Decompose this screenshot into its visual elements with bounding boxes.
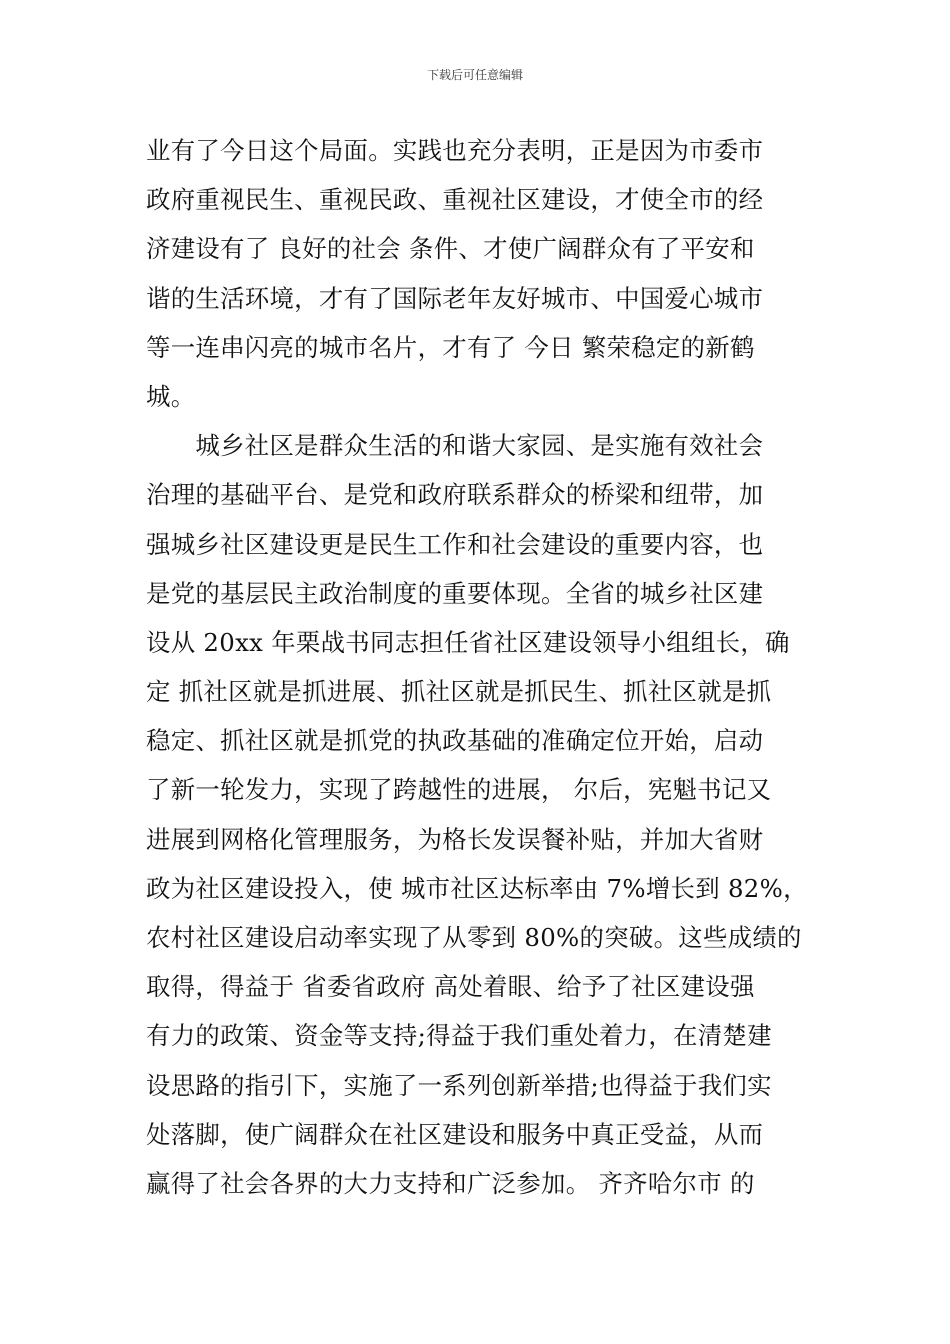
text-line: 业有了今日这个局面。实践也充分表明，正是因为市委市 [146,136,764,165]
text-line: 取得，得益于 省委省政府 高处着眼、给予了社区建设强 [146,972,755,1002]
text-line: 农村社区建设启动率实现了从零到 80%的突破。这些成绩的 [146,923,802,952]
text-line: 赢得了社会各界的大力支持和广泛参加。 齐齐哈尔市 的 [146,1168,755,1198]
text-line: 稳定、抓社区就是抓党的执政基础的准确定位开始，启动 [146,726,764,756]
text-line: 设思路的指引下，实施了一系列创新举措;也得益于我们实 [146,1070,772,1100]
text-line: 强城乡社区建设更是民生工作和社会建设的重要内容，也 [146,529,764,559]
text-line: 进展到网格化管理服务，为格长发误餐补贴，并加大省财 [146,824,764,854]
document-body [146,126,810,1208]
text-line: 政为社区建设投入，使 城市社区达标率由 7%增长到 82%， [146,873,808,903]
text-line: 等一连串闪亮的城市名片，才有了 今日 繁荣稳定的新鹤 [146,332,755,362]
text-line: 了新一轮发力，实现了跨越性的进展， 尔后，宪魁书记又 [146,775,772,805]
text-line: 是党的基层民主政治制度的重要体现。全省的城乡社区建 [146,578,764,608]
text-line: 城乡社区是群众生活的和谐大家园、是实施有效社会 [146,431,764,461]
text-line: 谐的生活环境，才有了国际老年友好城市、中国爱心城市 [146,283,764,313]
text-line: 有力的政策、资金等支持;得益于我们重处着力，在清楚建 [146,1021,772,1051]
text-line: 政府重视民生、重视民政、重视社区建设，才使全市的经 [146,185,764,215]
text-line: 治理的基础平台、是党和政府联系群众的桥梁和纽带，加 [146,480,764,510]
text-line: 处落脚，使广阔群众在社区建设和服务中真正受益，从而 [146,1119,764,1149]
page-header: 下载后可任意编辑 [426,68,523,82]
text-line: 设从 20xx 年栗战书同志担任省社区建设领导小组组长，确 [146,627,790,657]
text-line: 济建设有了 良好的社会 条件、才使广阔群众有了平安和 [146,234,755,264]
text-line: 定 抓社区就是抓进展、抓社区就是抓民生、抓社区就是抓 [146,677,772,707]
text-line: 城。 [146,381,196,411]
